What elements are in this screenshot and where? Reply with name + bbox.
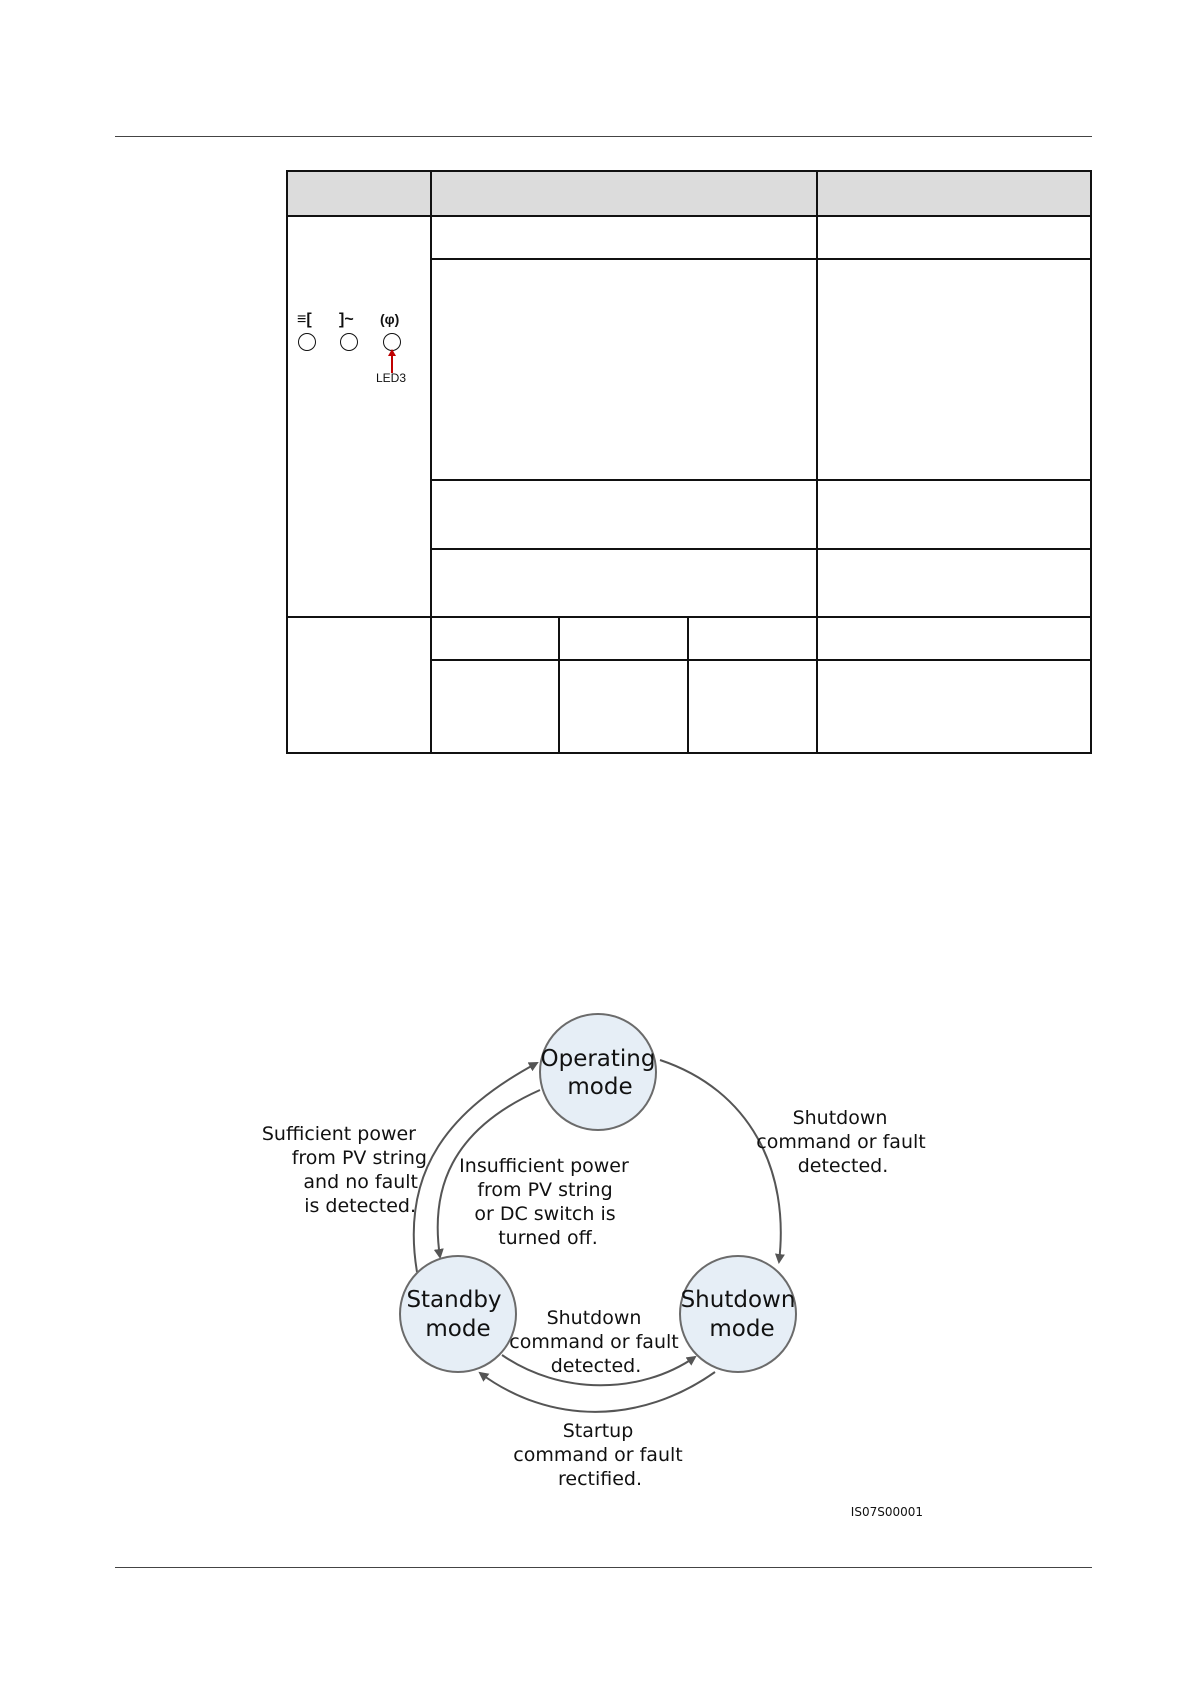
svg-text:from PV string: from PV string [477,1179,613,1201]
label-standby-to-shutdown [509,1307,678,1377]
svg-text:detected.: detected. [550,1355,642,1377]
node-shutdown-line2: mode [709,1316,775,1342]
label-shutdown-to-standby [513,1420,682,1490]
node-shutdown-line1: Shutdown [680,1287,796,1313]
svg-text:rectified.: rectified. [557,1468,643,1490]
svg-text:command or fault: command or fault [509,1331,679,1353]
node-operating-line1: Operating [540,1046,656,1072]
node-shutdown [680,1256,796,1372]
svg-text:and no fault: and no fault [303,1171,418,1193]
footer-rule [115,1567,1092,1568]
led3-label: LED3 [376,371,407,385]
svg-text:turned off.: turned off. [498,1227,598,1249]
label-operating-to-shutdown [756,1107,925,1177]
arrow-operating-to-shutdown [660,1060,781,1262]
grid-ac-icon: ]~ [339,311,354,328]
label-standby-to-operating [262,1123,427,1217]
communication-icon: (φ) [380,311,400,327]
figure-id: IS07S00001 [850,1505,923,1519]
node-operating [540,1014,656,1130]
svg-text:detected.: detected. [797,1155,889,1177]
svg-text:Shutdown: Shutdown [546,1307,642,1329]
arrow-shutdown-to-standby [480,1372,715,1412]
svg-text:from PV string: from PV string [291,1147,427,1169]
node-standby [400,1256,516,1372]
svg-text:is detected.: is detected. [304,1195,416,1217]
svg-text:command or fault: command or fault [513,1444,683,1466]
svg-text:Shutdown: Shutdown [792,1107,888,1129]
svg-text:or DC switch is: or DC switch is [474,1203,616,1225]
node-standby-line1: Standby [406,1287,502,1313]
svg-text:Sufficient power: Sufficient power [261,1123,416,1145]
label-operating-to-standby [459,1155,629,1249]
node-operating-line2: mode [567,1074,633,1100]
svg-text:Startup: Startup [562,1420,634,1442]
node-standby-line2: mode [425,1316,491,1342]
battery-icon: ≡[ [297,311,312,328]
svg-text:command or fault: command or fault [756,1131,926,1153]
svg-text:Insufficient power: Insufficient power [459,1155,629,1177]
